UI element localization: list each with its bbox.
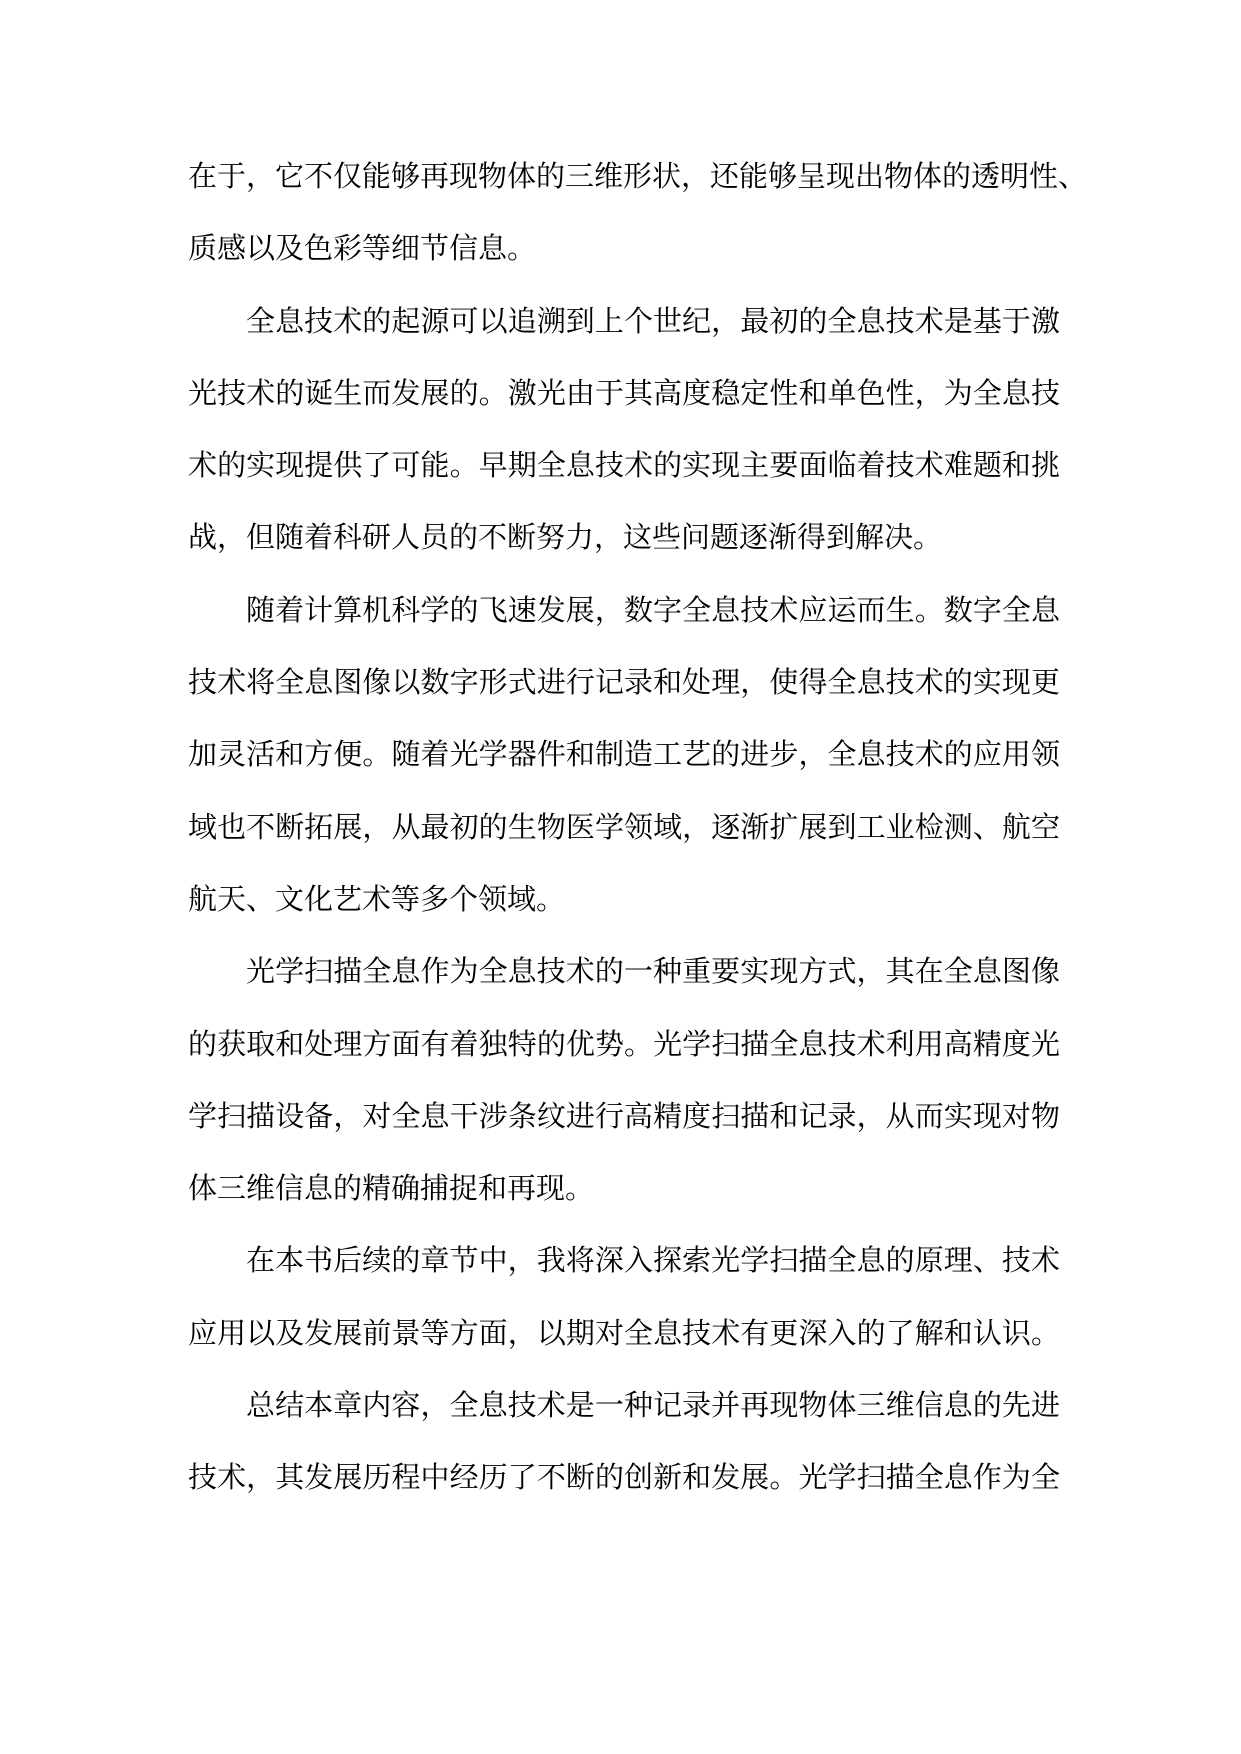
body-text (188, 140, 1088, 1514)
text-line: 战，但随着科研人员的不断努力，这些问题逐渐得到解决。 (188, 520, 943, 555)
text-line: 的获取和处理方面有着独特的优势。光学扫描全息技术利用高精度光 (188, 1026, 1060, 1061)
text-line: 总结本章内容，全息技术是一种记录并再现物体三维信息的先进 (246, 1388, 1060, 1423)
text-line: 技术，其发展历程中经历了不断的创新和发展。光学扫描全息作为全 (188, 1460, 1060, 1495)
text-line: 全息技术的起源可以追溯到上个世纪，最初的全息技术是基于激 (246, 303, 1060, 338)
text-line: 技术将全息图像以数字形式进行记录和处理，使得全息技术的实现更 (188, 665, 1060, 700)
text-line: 体三维信息的精确捕捉和再现。 (188, 1171, 595, 1206)
text-line: 术的实现提供了可能。早期全息技术的实现主要面临着技术难题和挑 (188, 448, 1060, 483)
text-line: 随着计算机科学的飞速发展，数字全息技术应运而生。数字全息 (246, 592, 1060, 627)
text-line: 光学扫描全息作为全息技术的一种重要实现方式，其在全息图像 (246, 954, 1060, 989)
text-line: 加灵活和方便。随着光学器件和制造工艺的进步，全息技术的应用领 (188, 737, 1060, 772)
text-line: 在于，它不仅能够再现物体的三维形状，还能够呈现出物体的透明性、 (188, 159, 1088, 193)
text-line: 域也不断拓展，从最初的生物医学领域，逐渐扩展到工业检测、航空 (188, 809, 1060, 844)
text-line: 光技术的诞生而发展的。激光由于其高度稳定性和单色性，为全息技 (188, 375, 1060, 410)
text-line: 质感以及色彩等细节信息。 (188, 231, 537, 266)
text-line: 航天、文化艺术等多个领域。 (188, 881, 566, 916)
text-line: 在本书后续的章节中，我将深入探索光学扫描全息的原理、技术 (246, 1243, 1060, 1278)
text-line: 应用以及发展前景等方面，以期对全息技术有更深入的了解和认识。 (188, 1315, 1060, 1350)
text-line: 学扫描设备，对全息干涉条纹进行高精度扫描和记录，从而实现对物 (188, 1098, 1060, 1133)
